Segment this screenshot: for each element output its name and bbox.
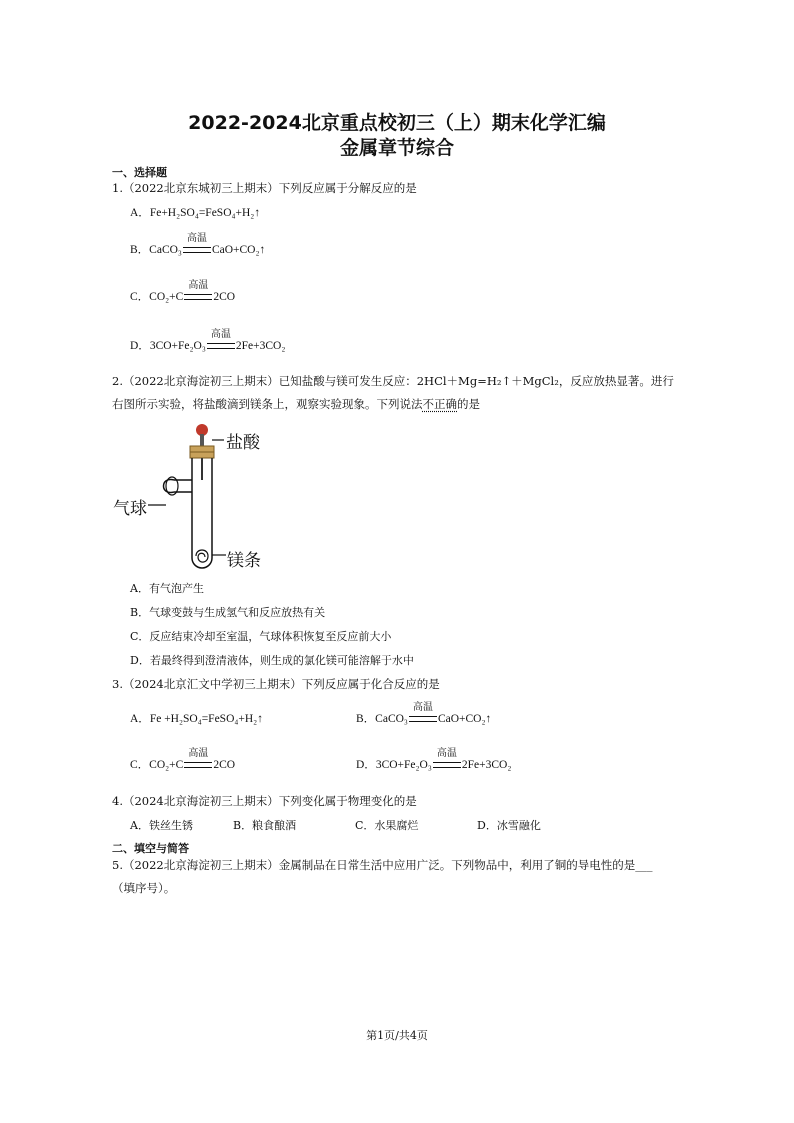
- q4-option-c: C．水果腐烂: [355, 819, 419, 832]
- equation: Fe +H₂SO₄=FeSO₄+H₂↑: [149, 713, 263, 725]
- equation-right: 2Fe+3CO₂: [461, 759, 512, 771]
- dropper-stem: [200, 434, 204, 446]
- q3-option-a: [130, 710, 263, 726]
- q2-option-b: B．气球变鼓与生成氢气和反应放热有关: [130, 606, 326, 619]
- equation: Fe+H₂SO₄=FeSO₄+H₂↑: [149, 207, 261, 219]
- option-label: B．: [356, 713, 376, 725]
- document-title-line1: 2022-2024北京重点校初三（上）期末化学汇编: [188, 112, 606, 134]
- option-label: A．: [130, 207, 150, 219]
- label-balloon: 气球: [113, 499, 147, 519]
- question-4-stem: 4.（2024北京海淀初三上期末）下列变化属于物理变化的是: [112, 794, 417, 808]
- magnesium-ribbon: [196, 550, 208, 562]
- condition-arrow: [409, 702, 437, 725]
- option-label: D．: [130, 340, 150, 352]
- stem-text: 右图所示实验，将盐酸滴到镁条上，观察实验现象。下列说法: [112, 397, 423, 411]
- condition-arrow: [433, 748, 461, 771]
- q3-option-b: [356, 702, 492, 726]
- question-5-stem-line2: （填序号）。: [112, 881, 176, 895]
- condition-arrow: [184, 280, 212, 303]
- question-1-stem: 1.（2022北京东城初三上期末）下列反应属于分解反应的是: [112, 181, 417, 195]
- q1-option-a: [130, 204, 260, 220]
- condition-text: 高温: [188, 748, 209, 759]
- equation-left: 3CO+Fe₂O₃: [149, 340, 206, 352]
- condition-text: 高温: [210, 329, 231, 340]
- q3-option-c: [130, 748, 236, 772]
- equation-right: 2CO: [213, 291, 236, 303]
- q4-option-a: A．铁丝生锈: [130, 819, 193, 832]
- option-label: C．: [130, 759, 150, 771]
- equation-right: 2Fe+3CO₂: [235, 340, 286, 352]
- equation-left: CaCO₃: [149, 244, 182, 256]
- q2-option-c: C．反应结束冷却至室温，气球体积恢复至反应前大小: [130, 630, 392, 643]
- q4-option-b: B．粮食酿酒: [233, 819, 297, 832]
- option-label: C．: [130, 291, 150, 303]
- question-2-stem-line2: [112, 396, 480, 412]
- equation-right: CaO+CO₂↑: [437, 713, 492, 725]
- equation-right: CaO+CO₂↑: [211, 244, 266, 256]
- option-label: A．: [130, 713, 150, 725]
- condition-text: 高温: [412, 702, 433, 713]
- equation-left: CO₂+C: [149, 759, 184, 771]
- equation-left: 3CO+Fe₂O₃: [375, 759, 432, 771]
- label-magnesium-ribbon: 镁条: [227, 551, 261, 571]
- equation-right: 2CO: [213, 759, 236, 771]
- question-5-stem-line1: 5.（2022北京海淀初三上期末）金属制品在日常生活中应用广泛。下列物品中，利用了铜的导电性的是___: [112, 858, 653, 872]
- condition-arrow: [183, 233, 211, 256]
- q3-option-d: [356, 748, 512, 772]
- option-label: D．: [356, 759, 376, 771]
- option-label: B．: [130, 244, 150, 256]
- condition-text: 高温: [436, 748, 457, 759]
- q1-option-c: [130, 280, 236, 304]
- document-title-line2: 金属章节综合: [339, 137, 454, 159]
- question-2-stem-line1: 2.（2022北京海淀初三上期末）已知盐酸与镁可发生反应：2HCl＋Mg=H₂↑＋MgCl₂，反应放热显著。进行: [112, 374, 674, 388]
- equation-left: CaCO₃: [375, 713, 408, 725]
- stem-text: 的是: [457, 397, 480, 411]
- question-3-stem: 3.（2024北京汇文中学初三上期末）下列反应属于化合反应的是: [112, 677, 440, 691]
- q4-option-d: D．冰雪融化: [477, 819, 541, 832]
- section-heading-fill: 二、填空与简答: [112, 842, 189, 855]
- section-heading-choice: 一、选择题: [112, 166, 167, 179]
- emphasis-text: 不正确: [422, 397, 457, 411]
- q1-option-b: [130, 233, 266, 257]
- condition-text: 高温: [188, 280, 209, 291]
- condition-arrow: [184, 748, 212, 771]
- equation-left: CO₂+C: [149, 291, 184, 303]
- q1-option-d: [130, 329, 286, 353]
- balloon: [164, 479, 175, 492]
- condition-text: 高温: [186, 233, 207, 244]
- condition-arrow: [207, 329, 235, 352]
- q2-option-a: A．有气泡产生: [130, 582, 204, 595]
- page-footer: 第1页/共4页: [366, 1029, 428, 1042]
- label-hydrochloric-acid: 盐酸: [226, 433, 260, 453]
- q2-option-d: D．若最终得到澄清液体，则生成的氯化镁可能溶解于水中: [130, 654, 414, 667]
